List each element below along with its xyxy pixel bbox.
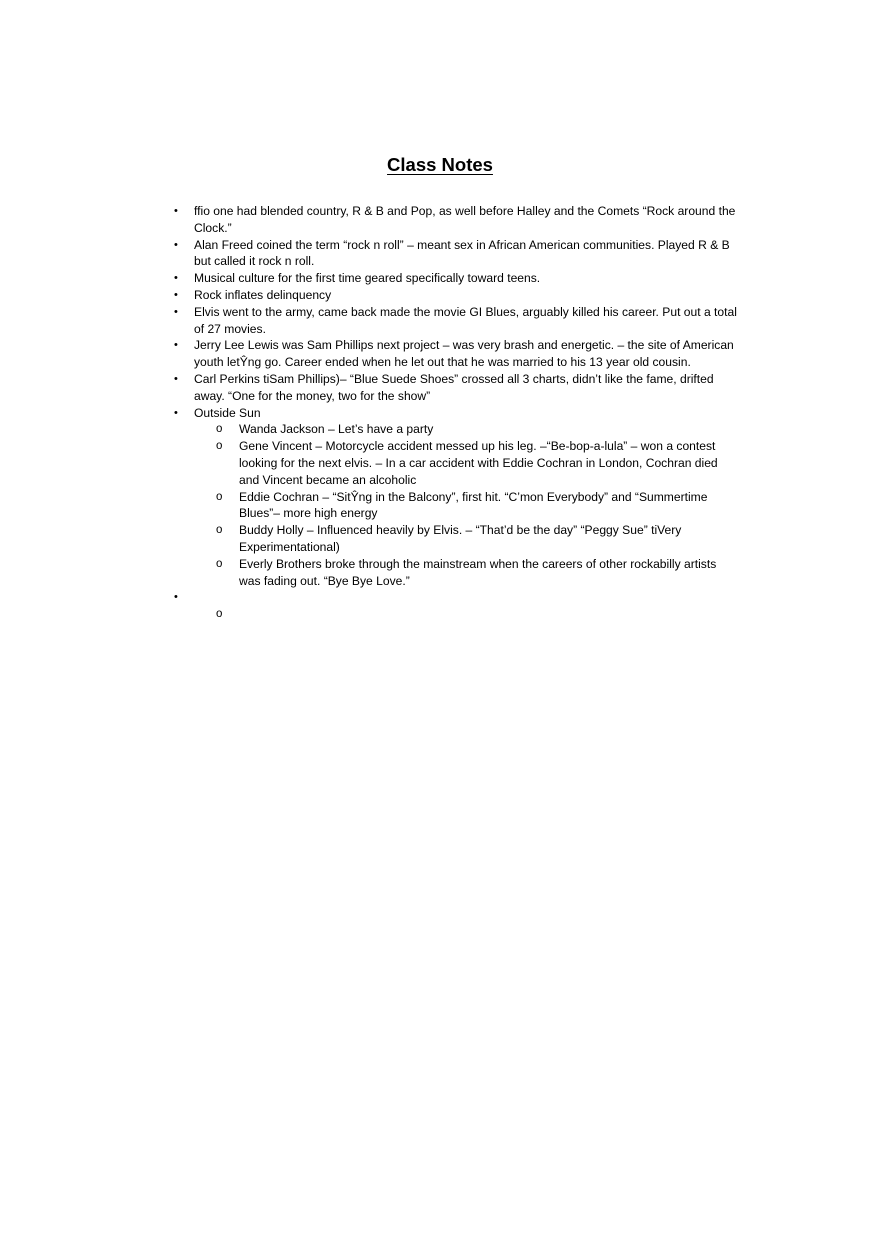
bullet-icon: • [174, 272, 178, 285]
sub-bullet-icon: o [216, 557, 223, 570]
list-item-text: Outside Sun [194, 405, 261, 420]
sub-list-item-text: Gene Vincent – Motorcycle accident messed up his leg. –“Be-bop-a-lula” – won a contest looking for the next elvis. – In a car accident with Eddie Cochran in London, Cochran died and Vincent became an alcoholic [239, 439, 718, 487]
list-item [174, 405, 740, 590]
sub-bullet-icon: o [216, 490, 223, 503]
list-item [174, 203, 740, 237]
empty-sub-list [194, 589, 740, 623]
sub-list-item-text: Everly Brothers broke through the mainstream when the careers of other rockabilly artists was fading out. “Bye Bye Love.” [239, 556, 717, 588]
list-item [174, 237, 740, 271]
list-item [174, 287, 740, 304]
bullet-icon: • [174, 205, 178, 217]
notes-body [174, 203, 740, 621]
sub-bullet-icon: o [216, 608, 223, 621]
bullet-icon: • [174, 238, 178, 251]
list-item-text: Rock inflates delinquency [194, 287, 332, 302]
notes-list [174, 203, 740, 621]
page-title: Class Notes [387, 154, 493, 175]
list-item [174, 304, 740, 338]
sub-bullet-icon: o [216, 440, 223, 453]
sub-bullet-icon: o [216, 423, 223, 436]
sub-list-item-text: Wanda Jackson – Let’s have a party [239, 422, 434, 437]
list-item-text: ffio one had blended country, R & B and Pop, as well before Halley and the Comets “Rock around the Clock.” [194, 204, 736, 235]
list-item-text: Elvis went to the army, came back made the movie GI Blues, arguably killed his career. Put out a total of 27 movies. [194, 304, 737, 336]
empty-list-item [174, 589, 740, 621]
bullet-icon: • [174, 339, 178, 352]
bullet-icon: • [174, 288, 178, 301]
list-item-text: Carl Perkins tiSam Phillips)– “Blue Suede Shoes” crossed all 3 charts, didn’t like the fame, drifted away. “One for the money, two for the show” [194, 371, 714, 403]
sub-list-item [216, 489, 740, 523]
bullet-icon: • [174, 591, 178, 604]
sub-list-item [216, 438, 740, 488]
sub-list-item-text: Eddie Cochran – “SitŶng in the Balcony”, first hit. “C’mon Everybody” and “Summertime Blues”– more high energy [239, 489, 708, 521]
list-item [174, 337, 740, 371]
list-item-text: Jerry Lee Lewis was Sam Phillips next project – was very brash and energetic. – the site of American youth letŶng go. Career ended when he let out that he was married to his 13 year old cousin. [194, 338, 734, 370]
sub-list-item [216, 556, 740, 590]
list-item-text: Musical culture for the first time geared specifically toward teens. [194, 271, 541, 286]
sub-list-item [216, 421, 740, 438]
bullet-icon: • [174, 406, 178, 419]
list-item [174, 270, 740, 287]
sub-list-item-text: Buddy Holly – Influenced heavily by Elvis. – “That’d be the day” “Peggy Sue” tiVery Experimentational) [239, 523, 682, 554]
sub-list [194, 421, 740, 589]
empty-sub-list-item [216, 606, 740, 623]
sub-list-item [216, 522, 740, 556]
bullet-icon: • [174, 305, 178, 318]
sub-bullet-icon: o [216, 524, 223, 537]
list-item [174, 371, 740, 405]
list-item-text: Alan Freed coined the term “rock n roll” – meant sex in African American communities. Played R & B but called it rock n roll. [194, 237, 730, 269]
bullet-icon: • [174, 372, 178, 385]
